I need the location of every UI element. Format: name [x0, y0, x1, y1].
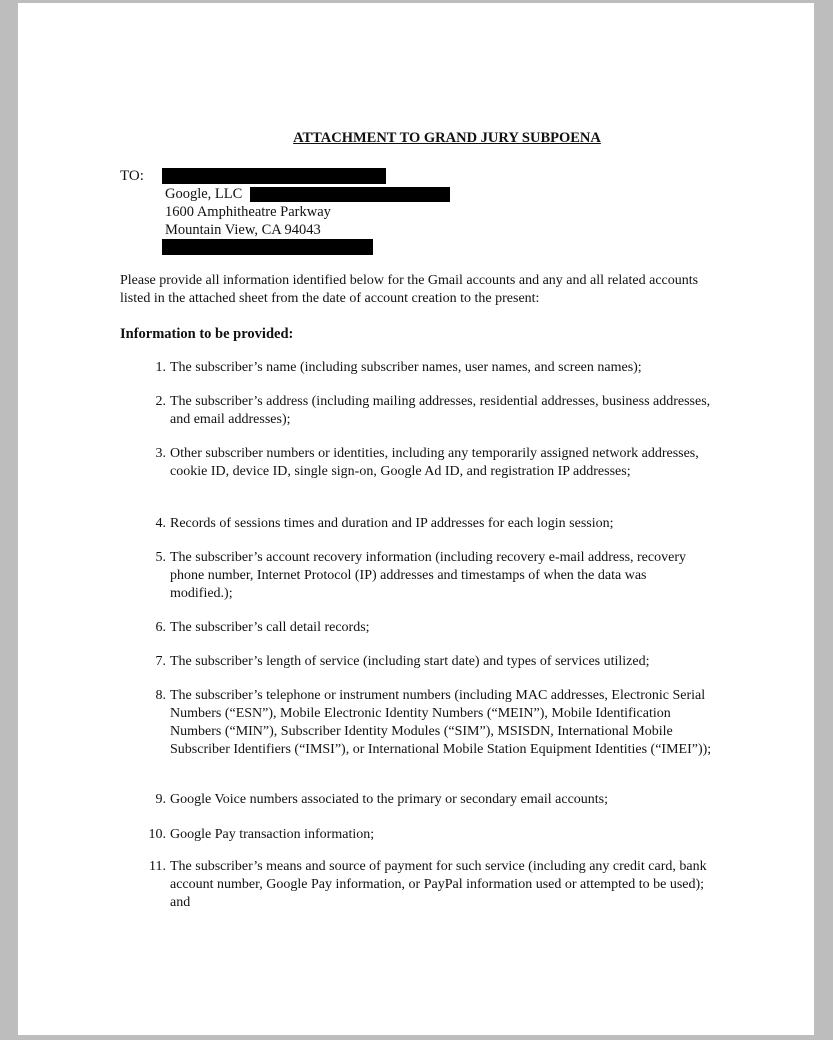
- item-text: Google Voice numbers associated to the primary or secondary email accounts;: [170, 792, 609, 807]
- item-number: 1.: [155, 360, 166, 375]
- list-item: [142, 653, 712, 671]
- document-page: [18, 3, 814, 1035]
- item-text: The subscriber’s address (including mailing addresses, residential addresses, business addresses, and email addresses);: [170, 394, 711, 427]
- list-item: [142, 445, 712, 481]
- list-item: [142, 791, 712, 809]
- item-number: 10.: [148, 827, 166, 842]
- item-text: The subscriber’s name (including subscriber names, user names, and screen names);: [170, 360, 642, 375]
- info-heading: Information to be provided:: [120, 326, 294, 342]
- item-number: 2.: [155, 394, 166, 409]
- item-text: The subscriber’s length of service (including start date) and types of services utilized;: [170, 654, 650, 669]
- item-text: The subscriber’s telephone or instrument numbers (including MAC addresses, Electronic Serial Numbers (“ESN”), Mobile Electronic Identity Numbers (“MEIN”), Mobile Identification Numbers (“MIN”), Subscriber Identity Modules (“SIM”), MSISDN, International Mobile Subscriber Identifiers (“IMSI”), or International Mobile Station Equipment Identities (“IMEI”));: [170, 688, 712, 757]
- item-text: The subscriber’s account recovery information (including recovery e-mail address, recovery phone number, Internet Protocol (IP) addresses and timestamps of when the data was modified.);: [170, 550, 686, 601]
- item-text: The subscriber’s call detail records;: [170, 620, 370, 635]
- recipient-street: 1600 Amphitheatre Parkway: [165, 204, 331, 220]
- list-item: [142, 826, 712, 844]
- redaction-bar: [250, 187, 450, 202]
- item-number: 8.: [155, 688, 166, 703]
- list-item: [142, 687, 712, 759]
- item-number: 6.: [155, 620, 166, 635]
- item-number: 7.: [155, 654, 166, 669]
- item-text: Records of sessions times and duration and IP addresses for each login session;: [170, 516, 614, 531]
- list-item: [142, 549, 712, 603]
- item-number: 11.: [149, 859, 166, 874]
- item-number: 9.: [155, 792, 166, 807]
- item-text: Google Pay transaction information;: [170, 827, 375, 842]
- list-item: [142, 858, 712, 912]
- item-text: Other subscriber numbers or identities, including any temporarily assigned network addresses, cookie ID, device ID, single sign-on, Google Ad ID, and registration IP addresses;: [170, 446, 699, 479]
- item-number: 4.: [155, 516, 166, 531]
- redaction-bar: [162, 168, 386, 184]
- list-item: [142, 515, 712, 533]
- list-item: [142, 393, 712, 429]
- intro-paragraph: Please provide all information identified below for the Gmail accounts and any and all related accounts listed in the attached sheet from the date of account creation to the present:: [120, 273, 699, 306]
- recipient-city: Mountain View, CA 94043: [165, 222, 321, 238]
- item-number: 3.: [155, 446, 166, 461]
- to-label: TO:: [120, 168, 144, 184]
- document-title: ATTACHMENT TO GRAND JURY SUBPOENA: [293, 130, 601, 146]
- recipient-company: Google, LLC: [165, 186, 243, 202]
- item-number: 5.: [155, 550, 166, 565]
- list-item: [142, 619, 712, 637]
- redaction-bar: [162, 239, 373, 255]
- item-text: The subscriber’s means and source of payment for such service (including any credit card, bank account number, Google Pay information, or PayPal information used or attempted to be used); and: [170, 859, 707, 910]
- list-item: [142, 359, 712, 377]
